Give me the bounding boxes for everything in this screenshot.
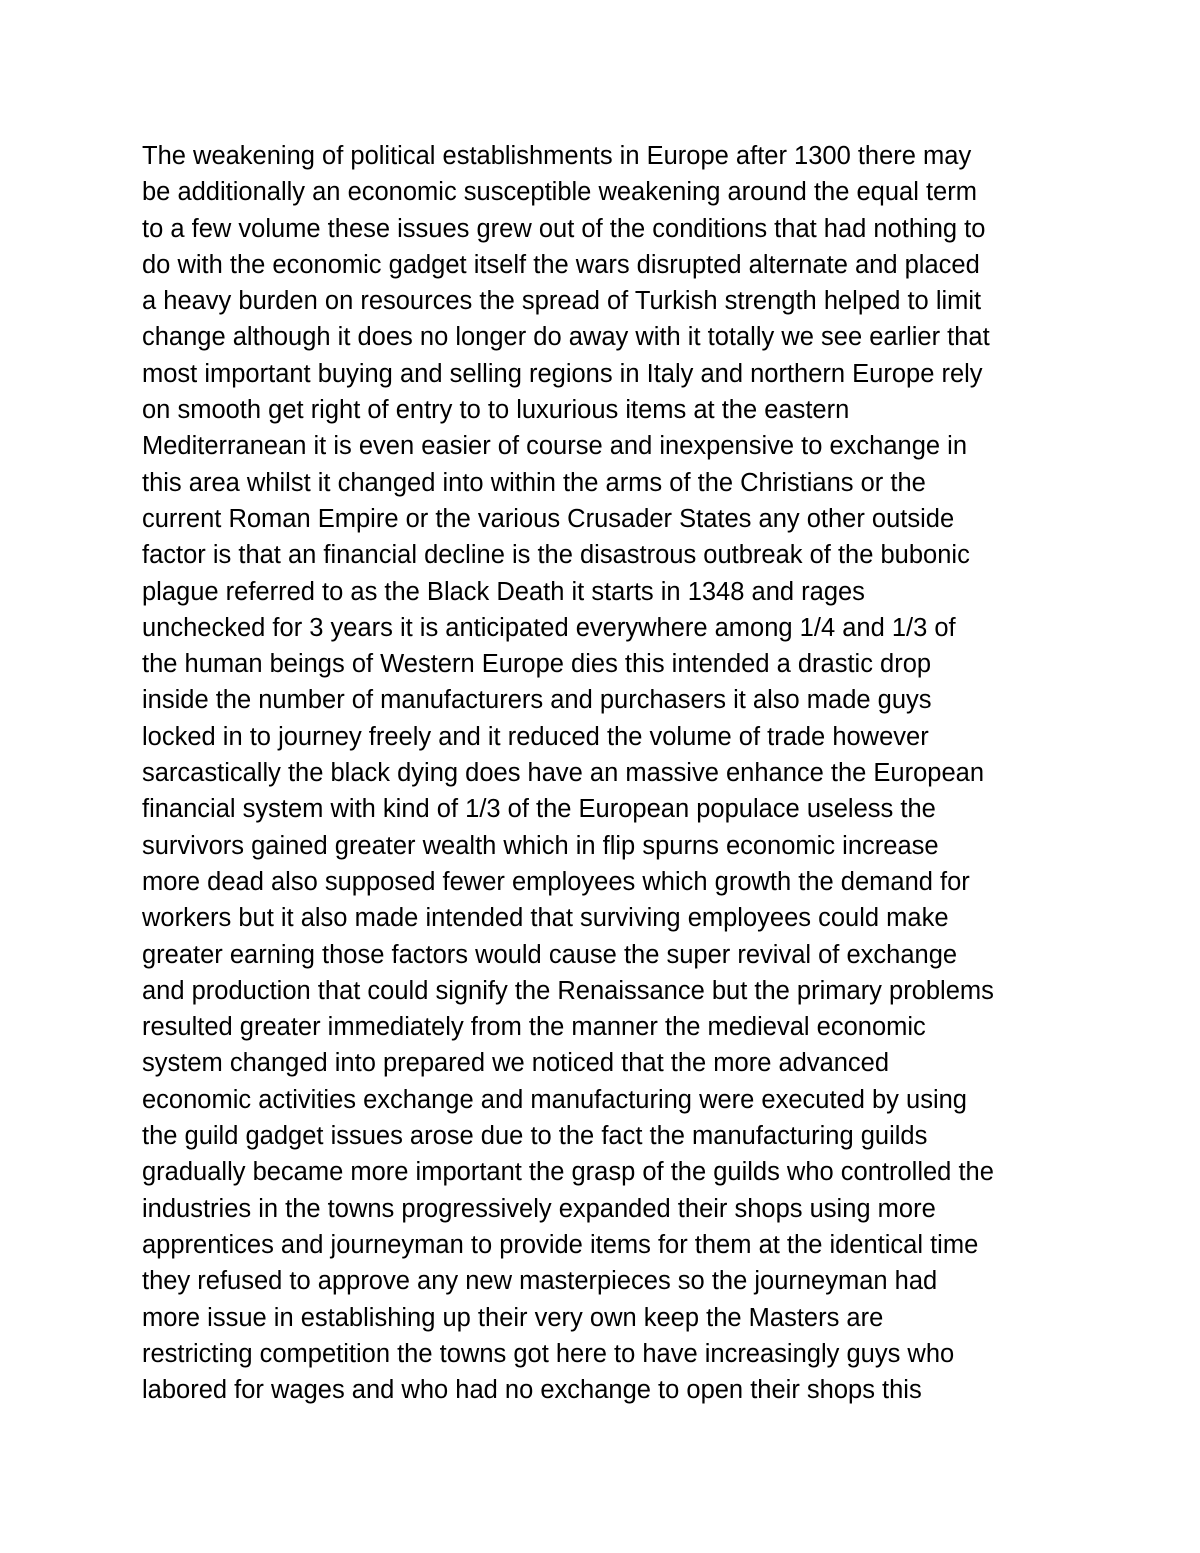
text-line: the guild gadget issues arose due to the fact the manufacturing guilds xyxy=(142,1122,928,1151)
text-line: gradually became more important the grasp of the guilds who controlled the xyxy=(142,1158,994,1187)
text-line: locked in to journey freely and it reduced the volume of trade however xyxy=(142,722,929,751)
text-line: system changed into prepared we noticed that the more advanced xyxy=(142,1049,890,1078)
text-line: current Roman Empire or the various Crusader States any other outside xyxy=(142,504,955,533)
text-line: survivors gained greater wealth which in flip spurns economic increase xyxy=(142,831,939,860)
text-line: be additionally an economic susceptible weakening around the equal term xyxy=(142,178,977,207)
text-line: labored for wages and who had no exchange to open their shops this xyxy=(142,1376,922,1405)
text-line: more dead also supposed fewer employees which growth the demand for xyxy=(142,867,970,896)
text-line: inside the number of manufacturers and purchasers it also made guys xyxy=(142,686,932,715)
text-line: factor is that an financial decline is the disastrous outbreak of the bubonic xyxy=(142,541,970,570)
text-line: do with the economic gadget itself the wars disrupted alternate and placed xyxy=(142,250,980,279)
text-line: economic activities exchange and manufacturing were executed by using xyxy=(142,1085,967,1114)
text-line: plague referred to as the Black Death it starts in 1348 and rages xyxy=(142,577,865,606)
text-line: to a few volume these issues grew out of the conditions that had nothing to xyxy=(142,214,986,243)
text-line: this area whilst it changed into within the arms of the Christians or the xyxy=(142,468,926,497)
text-line: on smooth get right of entry to to luxurious items at the eastern xyxy=(142,396,850,425)
text-line: and production that could signify the Renaissance but the primary problems xyxy=(142,976,994,1005)
text-line: change although it does no longer do away with it totally we see earlier that xyxy=(142,323,990,352)
text-line: most important buying and selling regions in Italy and northern Europe rely xyxy=(142,359,983,388)
text-line: industries in the towns progressively expanded their shops using more xyxy=(142,1194,936,1223)
text-line: unchecked for 3 years it is anticipated everywhere among 1/4 and 1/3 of xyxy=(142,613,956,642)
body-paragraph xyxy=(142,138,1102,1408)
text-line: sarcastically the black dying does have an massive enhance the European xyxy=(142,759,985,788)
text-line: workers but it also made intended that surviving employees could make xyxy=(142,904,949,933)
text-line: restricting competition the towns got here to have increasingly guys who xyxy=(142,1339,955,1368)
text-line: financial system with kind of 1/3 of the European populace useless the xyxy=(142,795,936,824)
text-line: more issue in establishing up their very own keep the Masters are xyxy=(142,1303,884,1332)
text-line: Mediterranean it is even easier of course and inexpensive to exchange in xyxy=(142,432,968,461)
text-line: The weakening of political establishments in Europe after 1300 there may xyxy=(142,142,972,170)
text-line: a heavy burden on resources the spread of Turkish strength helped to limit xyxy=(142,287,982,316)
text-line: the human beings of Western Europe dies this intended a drastic drop xyxy=(142,650,932,679)
text-line: resulted greater immediately from the manner the medieval economic xyxy=(142,1013,926,1042)
text-line: apprentices and journeyman to provide items for them at the identical time xyxy=(142,1230,979,1259)
text-line: they refused to approve any new masterpieces so the journeyman had xyxy=(142,1267,938,1296)
text-line: greater earning those factors would cause the super revival of exchange xyxy=(142,940,958,969)
